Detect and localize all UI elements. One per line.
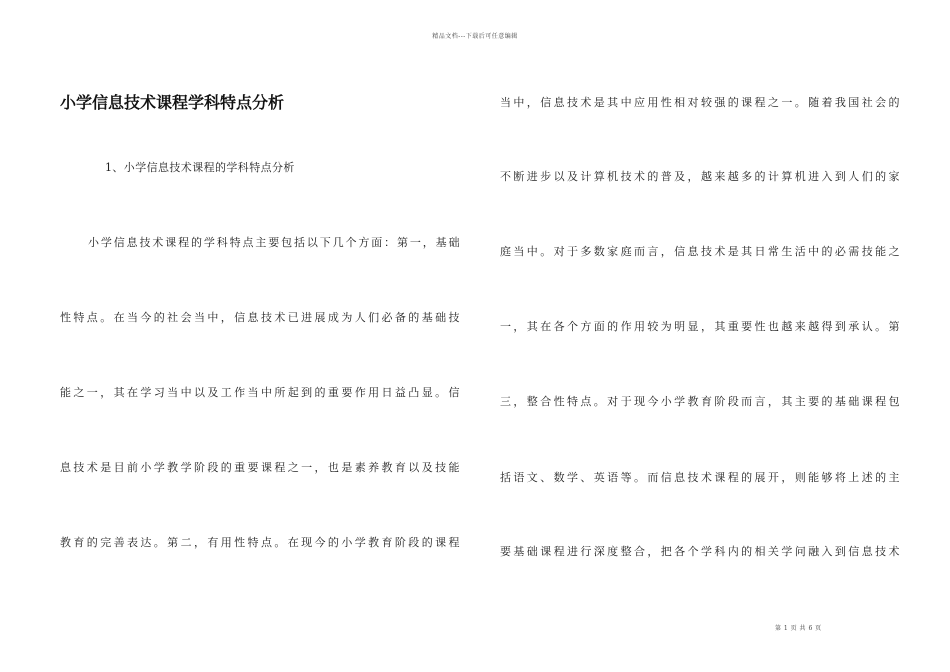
- paragraph-line: 小学信息技术课程的学科特点主要包括以下几个方面：第一，基础: [88, 236, 460, 249]
- paragraph-line: 当中，信息技术是其中应用性相对较强的课程之一。随着我国社会的: [500, 96, 900, 109]
- paragraph-line: 括语文、数学、英语等。而信息技术课程的展开，则能够将上述的主: [500, 471, 900, 484]
- paragraph-line: 能之一，其在学习当中以及工作当中所起到的重要作用日益凸显。信: [60, 386, 460, 399]
- paragraph-line: 教育的完善表达。第二，有用性特点。在现今的小学教育阶段的课程: [60, 536, 460, 549]
- paragraph-line: 不断进步以及计算机技术的普及，越来越多的计算机进入到人们的家: [500, 170, 900, 183]
- paragraph-line: 庭当中。对于多数家庭而言，信息技术是其日常生活中的必需技能之: [500, 245, 900, 258]
- paragraph-line: 要基础课程进行深度整合，把各个学科内的相关学问融入到信息技术: [500, 545, 900, 558]
- header-note: 精品文档---下载后可任意编辑: [432, 33, 518, 40]
- paragraph-line: 性特点。在当今的社会当中，信息技术已进展成为人们必备的基础技: [60, 311, 460, 324]
- document-title: 小学信息技术课程学科特点分析: [60, 93, 285, 112]
- page-number: 第 1 页 共 6 页: [775, 625, 822, 632]
- section-heading: 1、小学信息技术课程的学科特点分析: [105, 161, 295, 174]
- paragraph-line: 三，整合性特点。对于现今小学教育阶段而言，其主要的基础课程包: [500, 395, 900, 408]
- paragraph-line: 息技术是目前小学教学阶段的重要课程之一，也是素养教育以及技能: [60, 461, 460, 474]
- paragraph-line: 一，其在各个方面的作用较为明显，其重要性也越来越得到承认。第: [500, 320, 900, 333]
